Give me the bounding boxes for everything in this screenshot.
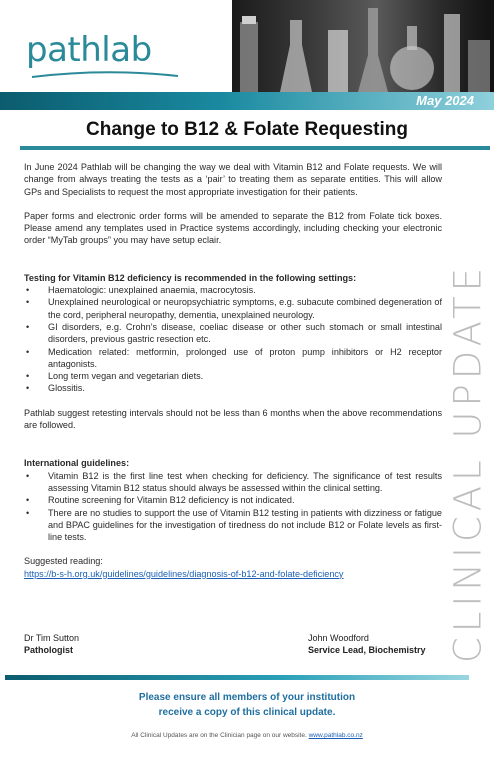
signatory-role: Pathologist [24, 645, 73, 655]
bullet: • [26, 371, 30, 382]
list-item: • Vitamin B12 is the first line test when checking for deficiency. The significance of test results assessing Vitamin B12 status should always be assessed within the clinical setting. [26, 470, 442, 493]
footer-divider [5, 675, 469, 680]
date-banner [0, 92, 494, 110]
signatory-name: John Woodford [308, 633, 369, 643]
footer [0, 732, 494, 739]
bullet: • [26, 495, 30, 506]
intro-paragraph: In June 2024 Pathlab will be changing the way we deal with Vitamin B12 and Folate requests. We will change from always treating the tests as a ‘pair’ to treating them as separate entities. This will allow GPs and Specialists to request the most appropriate investigation for their patients. [24, 162, 442, 197]
list-item: • Glossitis. [26, 383, 85, 394]
list-item: • GI disorders, e.g. Crohn’s disease, coeliac disease or other such stomach or small intestinal disorders, previous gastric resection etc. [26, 321, 442, 345]
logo-swoosh-icon [30, 70, 180, 80]
forms-paragraph: Paper forms and electronic order forms will be amended to separate the B12 from Folate tick boxes. Please amend any templates used in Practice systems accordingly, including checking your electronic order “MyTab groups” you may have setup eclair. [24, 210, 442, 246]
bullet: • [26, 470, 30, 481]
testing-list [24, 284, 442, 395]
bullet: • [26, 321, 30, 332]
list-item: • Haematologic: unexplained anaemia, macrocytosis. [26, 285, 256, 296]
testing-heading: Testing for Vitamin B12 deficiency is recommended in the following settings: [24, 272, 357, 283]
clinical-update-label: CLINICAL UPDATE [446, 262, 490, 664]
signatory-role: Service Lead, Biochemistry [308, 645, 426, 655]
suggested-reading-label: Suggested reading: [24, 556, 103, 567]
list-item: • Routine screening for Vitamin B12 deficiency is not indicated. [26, 495, 295, 506]
international-list [24, 470, 442, 544]
distribution-notice: Please ensure all members of your institution receive a copy of this clinical update. [138, 692, 356, 718]
issue-date: May 2024 [416, 93, 474, 108]
list-item: • There are no studies to support the use of Vitamin B12 testing in patients with dizziness or fatigue and BPAC guidelines for the investigation of tiredness do not include B12 or Folate levels as first-line tests. [26, 507, 442, 543]
international-heading: International guidelines: [24, 458, 130, 469]
bullet: • [26, 507, 30, 518]
lab-glassware-image [232, 0, 494, 92]
bullet: • [26, 346, 30, 357]
footer-text: All Clinical Updates are on the Clinician page on our website. [131, 732, 307, 739]
list-item: • Long term vegan and vegetarian diets. [26, 371, 204, 382]
signatory-name: Dr Tim Sutton [24, 633, 80, 643]
bullet: • [26, 297, 30, 308]
reference-link[interactable]: https://b-s-h.org.uk/guidelines/guidelines/diagnosis-of-b12-and-folate-deficiency [24, 568, 344, 579]
list-item: • Medication related: metformin, prolonged use of proton pump inhibitors or H2 receptor antagonists. [26, 346, 442, 369]
signature-biochemistry [308, 632, 426, 656]
document-body [24, 161, 442, 580]
retest-paragraph: Pathlab suggest retesting intervals should not be less than 6 months when the above recommendations are followed. [24, 407, 442, 431]
title-divider [20, 146, 490, 150]
bullet: • [26, 383, 30, 394]
bullet: • [26, 285, 30, 296]
list-item: • Unexplained neurological or neuropsychiatric symptoms, e.g. subacute combined degeneration of the cord, peripheral neuropathy, dementia, unexplained neurology. [26, 297, 442, 320]
signature-pathologist [24, 632, 79, 656]
pathlab-logo: pathlab [26, 30, 152, 70]
website-link[interactable]: www.pathlab.co.nz [308, 732, 363, 739]
page-title: Change to B12 & Folate Requesting [86, 119, 408, 140]
